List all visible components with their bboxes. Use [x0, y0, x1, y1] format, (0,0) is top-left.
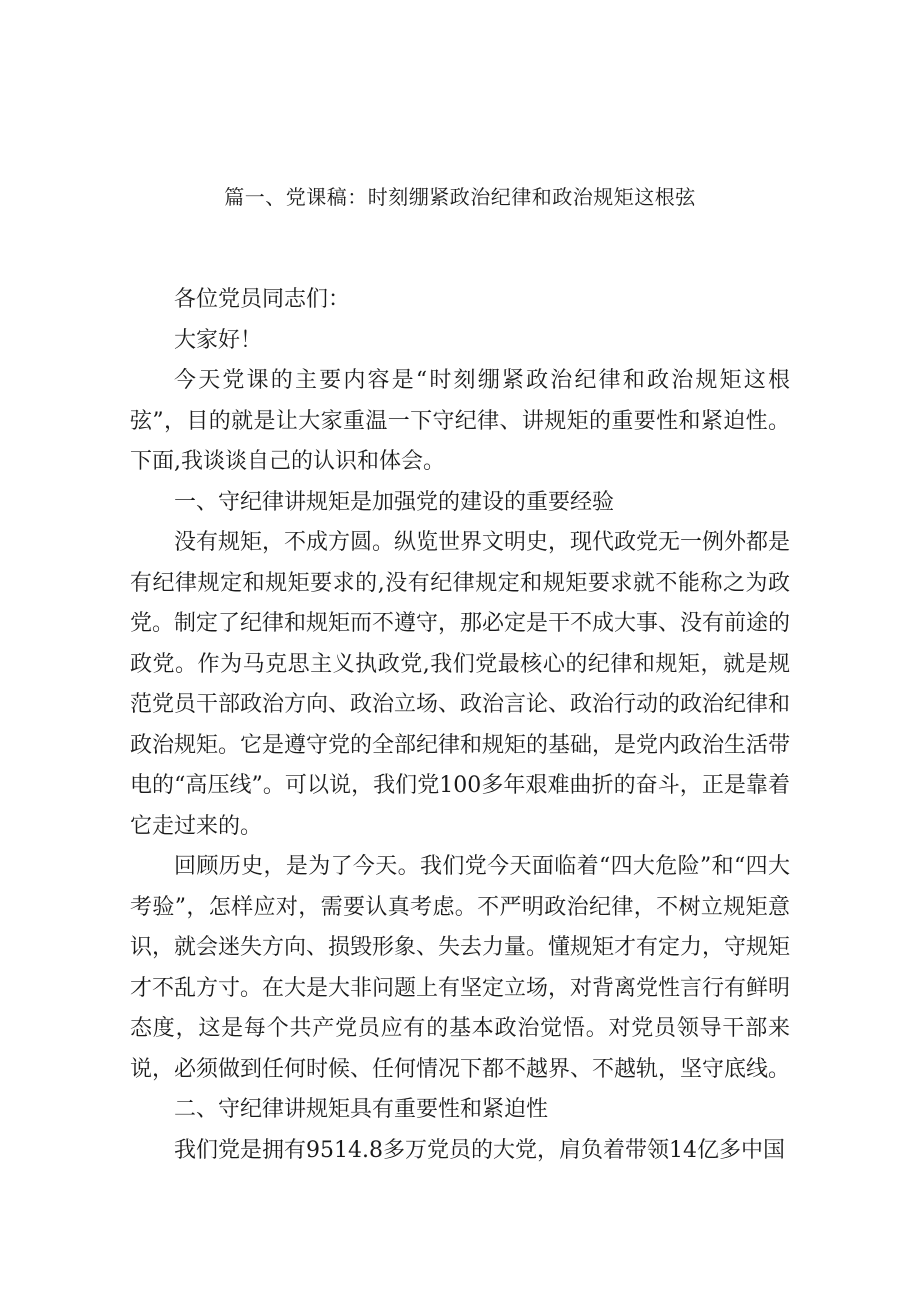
body-paragraph: 回顾历史，是为了今天。我们党今天面临着“四大危险”和“四大考验”，怎样应对，需要认真考虑。不严明政治纪律，不树立规矩意识，就会迷失方向、损毁形象、失去力量。懂规矩才有定力，守规矩才不乱方寸。在大是大非问题上有坚定立场，对背离党性言行有鲜明态度，这是每个共产党员应有的基本政治觉悟。对党员领导干部来说，必须做到任何时候、任何情况下都不越界、不越轨，坚守底线。 — [130, 854, 791, 1082]
greeting: 大家好！ — [174, 327, 263, 353]
salutation: 各位党员同志们： — [174, 287, 351, 312]
document-title: 篇一、党课稿：时刻绷紧政治纪律和政治规矩这根弦 — [224, 185, 696, 209]
body-paragraph: 没有规矩，不成方圆。纵览世界文明史，现代政党无一例外都是有纪律规定和规矩要求的,没有纪律规定和规矩要求就不能称之为政党。制定了纪律和规矩而不遵守，那必定是干不成大事、没有前途的政党。作为马克思主义执政党,我们党最核心的纪律和规矩，就是规范党员干部政治方向、政治立场、政治言论、政治行动的政治纪律和政治规矩。它是遵守党的全部纪律和规矩的基础，是党内政治生活带电的“高压线”。可以说，我们党100多年艰难曲折的奋斗，正是靠着它走过来的。 — [130, 530, 791, 839]
intro-paragraph: 今天党课的主要内容是“时刻绷紧政治纪律和政治规矩这根弦”，目的就是让大家重温一下守纪律、讲规矩的重要性和紧迫性。下面,我谈谈自己的认识和体会。 — [130, 368, 790, 474]
section-heading-1: 一、守纪律讲规矩是加强党的建设的重要经验 — [174, 489, 615, 515]
section-heading-2: 二、守纪律讲规矩具有重要性和紧迫性 — [174, 1097, 549, 1122]
document-body — [130, 280, 790, 1171]
body-paragraph: 我们党是拥有9514.8多万党员的大党，肩负着带领14亿多中国 — [174, 1137, 785, 1163]
